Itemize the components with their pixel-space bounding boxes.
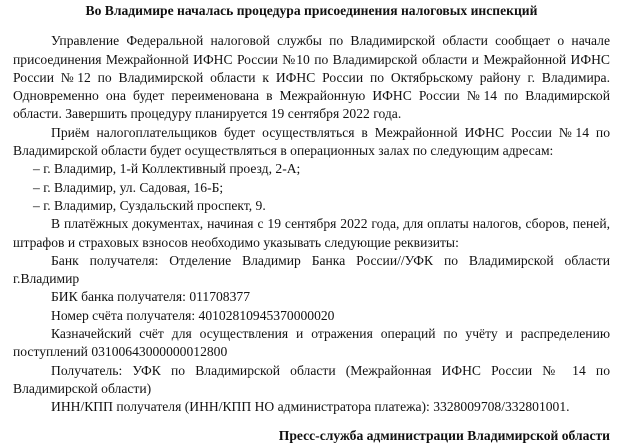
- requisite-treasury: Казначейский счёт для осуществления и отражения операций по учёту и распределению поступлений 03100643000000012800: [13, 326, 610, 360]
- requisite-inn: ИНН/КПП получателя (ИНН/КПП НО администратора платежа): 3328009708/332801001.: [51, 399, 570, 415]
- article-title: Во Владимире началась процедура присоединения налоговых инспекций: [85, 3, 538, 18]
- requisite-bik: БИК банка получателя: 011708377: [51, 289, 250, 305]
- paragraph-merger: Управление Федеральной налоговой службы по Владимирской области сообщает о начале присоединения Межрайонной ИФНС России №10 по Владимирской области и Межрайонной ИФНС России №12 по Владимирской области к ИФНС России по Октябрьскому району г. Владимира. Одновременно она будет переименована в Межрайонную ИФНС России №14 по Владимирской области. Завершить процедуру планируется 19 сентября 2022 года.: [13, 33, 610, 122]
- address-item: – г. Владимир, 1-й Коллективный проезд, 2-А;: [33, 161, 301, 177]
- address-item: – г. Владимир, Суздальский проспект, 9.: [33, 197, 266, 213]
- paragraph-payment: В платёжных документах, начиная с 19 сентября 2022 года, для оплаты налогов, сборов, пеней, штрафов и страховых взносов необходимо указывать следующие реквизиты:: [13, 216, 610, 250]
- requisite-account: Номер счёта получателя: 40102810945370000020: [51, 307, 335, 323]
- signature: Пресс-служба администрации Владимирской области: [278, 427, 610, 443]
- requisite-recipient: Получатель: УФК по Владимирской области (Межрайонная ИФНС России № 14 по Владимирской области): [13, 362, 610, 396]
- address-item: – г. Владимир, ул. Садовая, 16-Б;: [33, 179, 224, 195]
- paragraph-reception: Приём налогоплательщиков будет осуществляться в Межрайонной ИФНС России №14 по Владимирской области будет осуществляться в операционных залах по следующим адресам:: [13, 124, 610, 159]
- requisite-bank: Банк получателя: Отделение Владимир Банка России//УФК по Владимирской области г.Владимир: [13, 252, 610, 287]
